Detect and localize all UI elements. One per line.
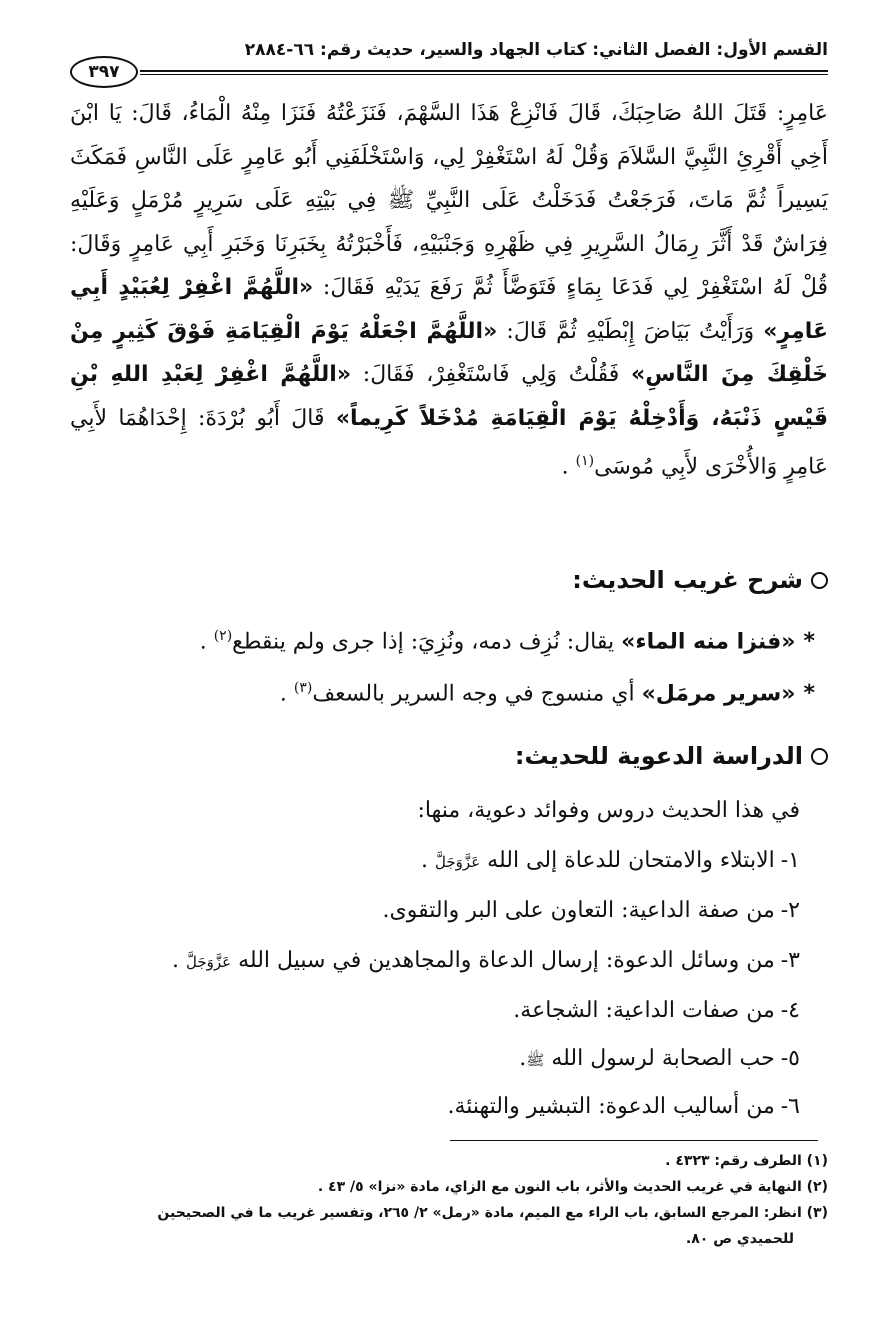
gloss-item xyxy=(70,680,815,706)
footnote xyxy=(70,1174,828,1200)
honorific-glyph: عَزَّوَجَلَّ xyxy=(435,853,481,871)
lessons-intro: في هذا الحديث دروس وفوائد دعوية، منها: xyxy=(417,798,800,823)
gloss-end: . xyxy=(199,629,214,655)
footnote-ref: (٢) xyxy=(213,628,233,644)
footnote-text: انظر: المرجع السابق، باب الراء مع الميم، مادة «رمل» ٢/ ٢٦٥، وتفسير غريب ما في الصحيحين xyxy=(157,1205,802,1221)
lesson-text: من صفات الداعية: الشجاعة. xyxy=(513,998,775,1023)
section-title-dawah xyxy=(515,742,828,770)
gloss-end: . xyxy=(279,681,294,707)
lesson-number: ٢- xyxy=(780,898,800,923)
section-title-gharib xyxy=(572,566,828,594)
lesson-text: من صفة الداعية: التعاون على البر والتقوى. xyxy=(382,898,775,923)
footnote-text: النهاية في غريب الحديث والأثر، باب النون مع الزاي، مادة «نزا» ٥/ ٤٣ . xyxy=(317,1179,802,1195)
lesson-item xyxy=(70,848,800,873)
hadith-text-part: عَامِرٍ: قَتَلَ اللهُ صَاحِبَكَ، قَالَ فَانْزِعْ هَذَا السَّهْمَ، فَنَزَعْتُهُ فَنَزَا مِنْهُ الْمَاءُ، قَالَ: يَا ابْنَ أَخِي أَقْرِئِ النَّبِيَّ السَّلاَمَ وَقُلْ لَهُ اسْتَغْفِرْ لِي، وَاسْتَخْلَفَنِي أَبُو عَامِرٍ عَلَى النَّاسِ فَمَكَثَ يَسِيراً ثُمَّ مَاتَ، فَرَجَعْتُ فَدَخَلْتُ عَلَى النَّبِيِّ ﷺ فِي بَيْتِهِ عَلَى سَرِيرٍ مُرْمَلٍ وَعَلَيْهِ فِرَاشٌ قَدْ أَثَّرَ رِمَالُ السَّرِيرِ فِي ظَهْرِهِ وَجَنْبَيْهِ، فَأَخْبَرْتُهُ بِخَبَرِنَا وَخَبَرِ أَبِي عَامِرٍ وَقَالَ: قُلْ لَهُ اسْتَغْفِرْ لِي فَدَعَا بِمَاءٍ فَتَوَضَّأَ ثُمَّ رَفَعَ يَدَيْهِ فَقَالَ: xyxy=(70,101,828,300)
lesson-item xyxy=(70,1094,800,1119)
honorific-glyph: ﷺ xyxy=(526,1051,545,1069)
lesson-number: ٤- xyxy=(780,998,800,1023)
running-header xyxy=(70,40,828,82)
gloss-term: «سرير مرمَل» xyxy=(641,681,796,707)
hadith-paragraph xyxy=(70,92,828,489)
footnote-number: (٣) xyxy=(806,1205,828,1221)
lesson-number: ٦- xyxy=(780,1094,800,1119)
hadith-text xyxy=(70,92,828,489)
lesson-text: الابتلاء والامتحان للدعاة إلى الله xyxy=(487,848,775,873)
hadith-text-part: وَرَأَيْتُ بَيَاضَ إِبْطَيْهِ ثُمَّ قَالَ: xyxy=(497,318,764,344)
section-title-text: الدراسة الدعوية للحديث: xyxy=(514,742,803,770)
footnote xyxy=(70,1200,828,1226)
footnote-text: الطرف رقم: ٤٣٢٣ . xyxy=(665,1153,802,1169)
gloss-term: «فنزا منه الماء» xyxy=(621,629,796,655)
circle-bullet-icon xyxy=(811,748,828,765)
hadith-text-part: فَقُلْتُ وَلِي فَاسْتَغْفِرْ، فَقَالَ: xyxy=(351,362,631,387)
lesson-text: حب الصحابة لرسول الله xyxy=(551,1046,775,1071)
gloss-text: أي منسوج في وجه السرير بالسعف xyxy=(312,681,642,707)
footnote-continuation: للحميدي ص ٨٠. xyxy=(685,1231,794,1247)
lesson-end: . xyxy=(172,948,187,973)
footnote-ref: (٣) xyxy=(293,680,313,696)
lesson-item xyxy=(70,998,800,1023)
circle-bullet-icon xyxy=(811,572,828,589)
lesson-end: . xyxy=(421,848,436,873)
header-rule xyxy=(140,70,828,75)
lesson-end: . xyxy=(519,1046,527,1071)
asterisk-icon: * xyxy=(803,681,815,707)
footnotes xyxy=(70,1148,828,1252)
running-title: القسم الأول: الفصل الثاني: كتاب الجهاد والسير، حديث رقم: ٦٦-٢٨٨٤ xyxy=(244,40,828,60)
footnote-number: (٢) xyxy=(806,1179,828,1195)
footnote xyxy=(70,1148,828,1174)
lesson-item xyxy=(70,898,800,923)
prophetic-supplication: «اللَّهُمَّ اغْفِرْ لِعُبَيْدٍ أَبِي عَامِرٍ» xyxy=(70,275,828,344)
hadith-text-part: قَالَ أَبُو بُرْدَةَ: إِحْدَاهُمَا لأَبِي عَامِرٍ وَالأُخْرَى لأَبِي مُوسَى xyxy=(70,405,828,480)
gloss-item xyxy=(70,628,815,654)
lesson-number: ٥- xyxy=(780,1046,800,1071)
lesson-text: من وسائل الدعوة: إرسال الدعاة والمجاهدين في سبيل الله xyxy=(238,948,775,973)
lesson-number: ١- xyxy=(780,848,800,873)
section-title-text: شرح غريب الحديث: xyxy=(572,566,803,594)
prophetic-supplication: «اللَّهُمَّ اجْعَلْهُ يَوْمَ الْقِيَامَةِ فَوْقَ كَثِيرٍ مِنْ خَلْقِكَ مِنَ النَّاسِ» xyxy=(70,318,828,387)
lesson-item xyxy=(70,948,800,973)
asterisk-icon: * xyxy=(803,629,815,655)
prophetic-supplication: «اللَّهُمَّ اغْفِرْ لِعَبْدِ اللهِ بْنِ قَيْسٍ ذَنْبَهُ، وَأَدْخِلْهُ يَوْمَ الْقِيَامَةِ مُدْخَلاً كَرِيماً» xyxy=(70,362,828,431)
lesson-text: من أساليب الدعوة: التبشير والتهنئة. xyxy=(447,1094,775,1119)
gloss-text: يقال: نُزِف دمه، ونُزِيَ: إذا جرى ولم ينقطع xyxy=(232,629,622,655)
honorific-glyph: عَزَّوَجَلَّ xyxy=(186,953,232,971)
lesson-number: ٣- xyxy=(780,948,800,973)
footnote-number: (١) xyxy=(806,1153,828,1169)
page-number: ٣٩٧ xyxy=(70,56,138,88)
footnote-ref: (١) xyxy=(575,453,595,469)
hadith-text-end: . xyxy=(561,454,576,480)
footnote-separator xyxy=(450,1140,818,1141)
lesson-item xyxy=(70,1046,800,1073)
